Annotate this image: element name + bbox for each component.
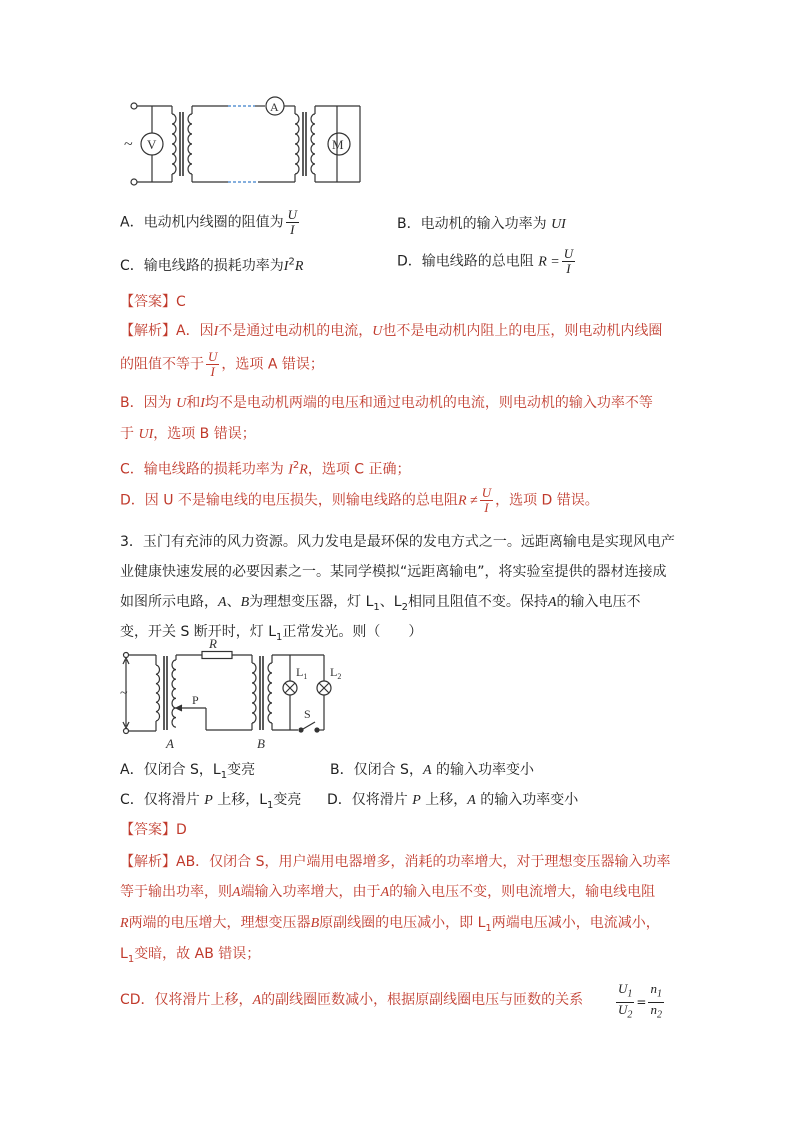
q2-analysis-a-line2	[120, 350, 324, 379]
q2-option-c	[120, 255, 303, 275]
q3-answer	[120, 820, 187, 840]
sub: 1	[127, 953, 135, 965]
stem-text: 的输入电压不	[556, 594, 641, 610]
fraction-u-over-i-d-analysis	[480, 486, 493, 515]
q2-option-b	[397, 213, 566, 233]
analysis-text: ，选项 B 错误；	[153, 426, 256, 442]
analysis-text: 两端的电压增大，理想变压器	[128, 915, 311, 931]
fraction-u-over-i-analysis	[206, 350, 219, 379]
voltmeter-label: V	[147, 137, 157, 152]
var-i: I	[288, 462, 293, 478]
stem-text: 为理想变压器，灯 L	[249, 594, 374, 610]
motor-transmission-circuit	[120, 96, 380, 192]
q3-option-d	[327, 790, 578, 811]
fraction-u1-u2	[616, 982, 634, 1022]
sub: 1	[220, 769, 228, 781]
q3-option-b	[330, 760, 534, 781]
q2-option-a	[120, 208, 301, 237]
analysis-text: 和	[186, 395, 201, 411]
q3-stem-line4	[120, 622, 422, 648]
stem-text: 正常发光。则（ ）	[282, 624, 423, 640]
answer-label: 【答案】	[120, 294, 176, 310]
ac-source-symbol: ~	[124, 136, 133, 153]
sub: 2	[401, 601, 408, 613]
option-text: A．仅闭合 S，L	[120, 762, 221, 778]
analysis-text: B．因为	[120, 395, 177, 411]
analysis-text: 的输入电压不变，则电流增大，输电线电阻	[389, 884, 656, 900]
option-b-var: UI	[551, 217, 566, 232]
analysis-text: CD．仅将滑片上移，	[120, 992, 253, 1008]
var-a: A	[252, 993, 262, 1008]
analysis-text: C．输电线路的损耗功率为	[120, 461, 289, 478]
analysis-text: 于	[120, 426, 139, 442]
sub: 1	[485, 922, 492, 934]
frac-denominator: I	[210, 364, 215, 379]
var-a: A	[218, 595, 227, 610]
q3-option-c	[120, 790, 301, 816]
var-a: A	[232, 885, 241, 900]
var-n: n	[650, 1001, 657, 1017]
stem-text: 、	[226, 594, 241, 610]
var-u: U	[618, 981, 628, 996]
stem-text: 如图所示电路，	[120, 594, 218, 610]
answer-value: C	[176, 294, 186, 310]
ac-symbol: ~	[120, 686, 128, 701]
sub: 2	[656, 1009, 662, 1021]
analysis-label: 【解析】	[120, 854, 176, 870]
fraction-n1-n2	[648, 982, 664, 1022]
q3-stem-line2: 业健康快速发展的必要因素之一。某同学模拟“远距离输电”，将实验室提供的器材连接成	[120, 564, 667, 580]
analysis-text: 均不是电动机两端的电压和通过电动机的电流，则电动机的输入功率不等	[204, 395, 653, 411]
exp-2: 2	[292, 460, 300, 471]
stem-text: 变，开关 S 断开时，灯 L	[120, 624, 277, 640]
var-r: R	[120, 916, 129, 931]
q2-analysis-b-line2	[120, 424, 256, 445]
sub: 1	[373, 601, 380, 613]
resistor-label: R	[209, 636, 217, 651]
frac-denominator: I	[484, 500, 489, 515]
var-u: U	[372, 324, 383, 339]
analysis-text: D．因 U 不是输电线的电压损失，则输电线路的总电阻	[120, 492, 458, 509]
var-a: A	[467, 793, 476, 808]
q2-analysis-d	[120, 486, 599, 515]
sub: 1	[276, 631, 283, 643]
answer-label: 【答案】	[120, 822, 176, 838]
analysis-label: 【解析】	[120, 323, 176, 339]
option-a-text: A．电动机内线圈的阻值为	[120, 214, 284, 231]
sub: 1	[656, 988, 662, 1000]
option-text: 上移，	[420, 792, 468, 808]
q2-analysis-b-line1	[120, 393, 653, 414]
analysis-text: ，选项 C 正确；	[307, 461, 411, 478]
fraction-u-over-i-d	[562, 247, 575, 276]
sub: 2	[627, 1009, 633, 1021]
option-c-exp: 2	[288, 256, 295, 268]
analysis-text: L	[120, 946, 128, 962]
option-b-text: B．电动机的输入功率为	[397, 216, 547, 232]
option-text: C．仅将滑片	[120, 792, 205, 808]
q3-analysis-line5	[120, 990, 583, 1011]
var-i: I	[213, 324, 219, 339]
voltage-turns-ratio-formula	[614, 982, 666, 1022]
analysis-text: 的阻值不等于	[120, 356, 204, 373]
option-d-eq: R =	[538, 254, 560, 270]
q3-stem-line1: 3．玉门有充沛的风力资源。风力发电是最环保的发电方式之一。远距离输电是实现风电产	[120, 534, 675, 550]
sub: 1	[267, 799, 274, 811]
option-text: 的输入功率变小	[475, 792, 579, 808]
motor-label: M	[332, 137, 344, 152]
q3-analysis-line4	[120, 944, 260, 970]
option-text: B．仅闭合 S，	[330, 762, 423, 778]
q2-answer	[120, 291, 186, 311]
analysis-text: 变暗，故 AB 错误；	[134, 946, 261, 962]
lamp-l1-label: $L_1$	[296, 665, 308, 681]
sub: 1	[627, 988, 633, 1000]
option-c-text: C．输电线路的损耗功率为	[120, 258, 284, 274]
var-a: A	[547, 595, 557, 610]
option-text: 的输入功率变小	[431, 762, 534, 778]
frac-numerator: U	[481, 485, 492, 500]
var-r: R	[299, 462, 308, 478]
option-text: 变亮	[273, 792, 302, 808]
var-b: B	[310, 916, 320, 931]
q3-analysis-line2	[120, 882, 655, 903]
switch-label: S	[304, 707, 311, 721]
lamp-l2-label: $L_2$	[330, 665, 342, 681]
var-n: n	[650, 981, 657, 996]
var-i: I	[200, 396, 205, 411]
var-a: A	[422, 763, 432, 778]
slider-label: P	[192, 693, 199, 707]
option-text: 变亮	[227, 762, 256, 778]
option-text: 上移，L	[212, 792, 268, 808]
transformer-b-label: B	[257, 736, 265, 751]
stem-text: 、L	[379, 594, 402, 610]
fraction-u-over-i	[286, 208, 299, 237]
frac-denominator: I	[290, 222, 295, 237]
var-a: A	[380, 885, 390, 900]
q3-stem-line3	[120, 592, 641, 618]
transformer-a-label: A	[166, 736, 174, 751]
option-d-text: D．输电线路的总电阻	[397, 253, 534, 270]
option-c-r: R	[294, 259, 304, 274]
var-p: P	[412, 793, 421, 808]
q3-analysis-line3	[120, 913, 660, 939]
analysis-text: 原副线圈的电压减小，即 L	[319, 915, 486, 931]
frac-numerator: U	[208, 349, 218, 364]
var-u: U	[176, 396, 187, 411]
q2-analysis-a-line1	[120, 321, 662, 342]
analysis-text: ，选项 D 错误。	[495, 492, 599, 509]
frac-numerator: U	[563, 246, 574, 261]
option-c-i: I	[283, 259, 289, 274]
analysis-text: A．因	[176, 323, 214, 339]
q3-analysis-line1	[120, 852, 671, 872]
equals-sign: =	[636, 995, 647, 1010]
var-p: P	[204, 793, 213, 808]
neq-expression: R ≠	[457, 493, 478, 509]
q3-option-a	[120, 760, 255, 786]
analysis-text: ，选项 A 错误；	[221, 356, 324, 373]
analysis-text: 不是通过电动机的电流，	[218, 323, 373, 339]
analysis-text: 的副线圈匝数减小，根据原副线圈电压与匝数的关系	[261, 992, 584, 1008]
ammeter-label: A	[270, 100, 279, 114]
analysis-text: AB．仅闭合 S，用户端用电器增多，消耗的功率增大，对于理想变压器输入功率	[176, 854, 671, 870]
transformer-lamp-circuit	[112, 636, 352, 752]
analysis-text: 端输入功率增大，由于	[240, 884, 381, 900]
option-text: D．仅将滑片	[327, 792, 413, 808]
answer-value: D	[176, 822, 187, 838]
var-ui: UI	[138, 427, 154, 442]
frac-denominator: I	[566, 261, 571, 276]
q2-analysis-c	[120, 456, 411, 481]
stem-text: 相同且阻值不变。保持	[407, 594, 548, 610]
var-b: B	[240, 595, 250, 610]
analysis-text: 等于输出功率，则	[120, 884, 232, 900]
q2-option-d	[397, 247, 577, 276]
analysis-text: 也不是电动机内阻上的电压，则电动机内线圈	[382, 323, 663, 339]
analysis-text: 两端电压减小，电流减小，	[491, 915, 660, 931]
frac-numerator: U	[287, 207, 297, 222]
var-u: U	[618, 1001, 628, 1017]
